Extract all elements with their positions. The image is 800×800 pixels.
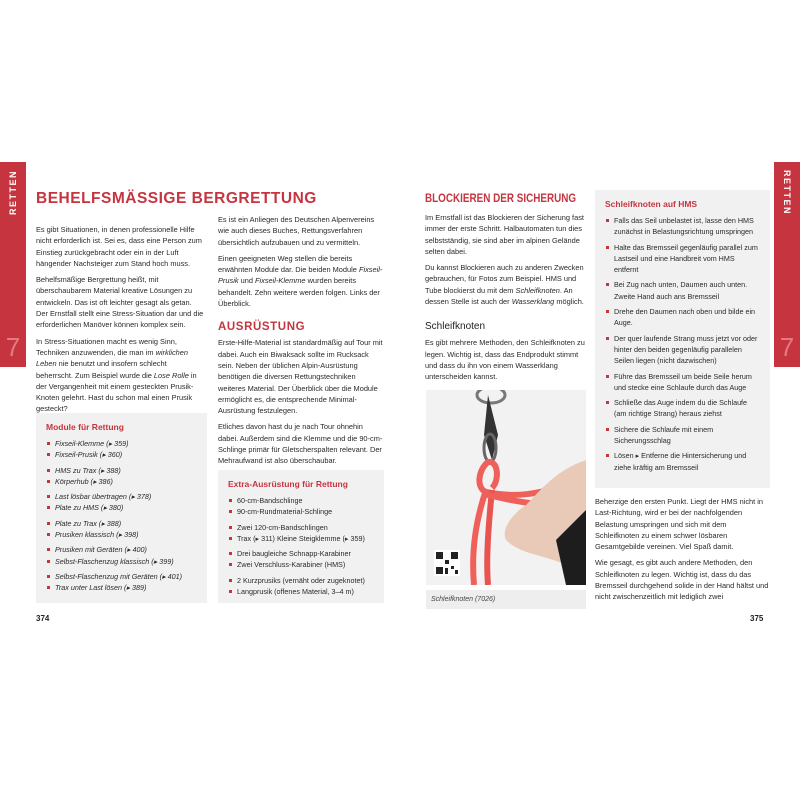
section-title: AUSRÜSTUNG [218, 321, 306, 334]
page-number: 374 [36, 614, 50, 623]
chapter-tab-right [774, 162, 800, 367]
list-item: Selbst-Flaschenzug klassisch (▸ 399) [46, 556, 197, 567]
list-item: HMS zu Trax (▸ 388) [46, 465, 197, 476]
text-run: wurden bereits behandelt. Zehn weitere werden folgen. Links der Überblick. [218, 276, 380, 309]
chapter-tab-left [0, 162, 26, 367]
list-item: Bei Zug nach unten, Daumen auch unten. Zweite Hand auch ans Bremsseil [605, 279, 760, 302]
paragraph: Es ist ein Anliegen des Deutschen Alpenvereins wie auch dieses Buches, Rettungsverfahren übersichtlich aufzubauen und zu vermitteln. [218, 215, 375, 247]
text-run: in der Vergangenheit mit einem gesteckten Prusik-Knoten gelehrt. Hast du schon mal einen Prusik gesteckt? [36, 370, 197, 414]
list-item: Sichere die Schlaufe mit einem Sicherungsschlag [605, 424, 760, 447]
knot-photo [426, 390, 586, 585]
extra-equipment-box [218, 470, 384, 603]
italic-term: Fixseil-Klemme [255, 276, 306, 286]
chapter-label: RETTEN [8, 170, 18, 215]
list-item: 90-cm-Rundmaterial-Schlinge [228, 506, 374, 517]
page-title: BEHELFSMÄSSIGE BERGRETTUNG [36, 190, 317, 207]
list-item: Zwei 120-cm-Bandschlingen [228, 522, 374, 533]
paragraph: Beherzige den ersten Punkt. Liegt der HMS nicht in Last-Richtung, wird er bei der nachfolgenden Belastung umspringen und sich mit dem Schleifknoten zu einem schwer lösbaren Gesamtgebilde vereinen. Viel Spaß damit. [595, 497, 764, 552]
list-item: Trax unter Last lösen (▸ 389) [46, 582, 197, 593]
photo-caption: Schleifknoten (7026) [426, 590, 586, 609]
box-title: Extra-Ausrüstung für Rettung [228, 479, 348, 489]
list-item: Lösen ▸ Entferne die Hintersicherung und ziehe kräftig am Bremsseil [605, 450, 760, 473]
list-item: Prusiken mit Geräten (▸ 400) [46, 544, 197, 555]
list-item: 2 Kurzprusiks (vernäht oder zugeknotet) [228, 575, 374, 586]
list-item: Fixseil-Klemme (▸ 359) [46, 438, 197, 449]
module-box [36, 413, 207, 603]
list-item: Falls das Seil unbelastet ist, lasse den HMS zunächst in Belastungsrichtung umspringen [605, 215, 760, 238]
paragraph: Etliches davon hast du je nach Tour ohnehin dabei. Außerdem sind die Klemme und die 90-cm-Schlinge primär für Gletscherspalten relevant. Der Mehraufwand ist also überschaubar. [218, 422, 383, 466]
text-run: Du kannst Blockieren auch zu anderen Zwecken gebrauchen, für Fotos zum Beispiel. HMS und Tube blockierst du mit dem [425, 263, 584, 295]
list-item: Trax (▸ 311) Kleine Steigklemme (▸ 359) [228, 533, 374, 544]
list-item: Führe das Bremsseil um beide Seile herum und stecke eine Schlaufe durch das Auge [605, 371, 760, 394]
paragraph: Es gibt Situationen, in denen professionelle Hilfe nicht erforderlich ist. Sei es, dass eine Person zum Einstieg zurückgebracht oder ein in der Luft hängender Nachsteiger zum Stand hoch muss. [36, 225, 202, 268]
paragraph: Behelfsmäßige Bergrettung heißt, mit überschaubarem Material kreative Lösungen zu entwickeln. Das ist oft leichter gesagt als getan. Der Ernstfall stellt eine Stress-Situation dar und die erforderlichen Manöver können komplex sein. [36, 275, 204, 330]
italic-term: wirklichen Leben [36, 347, 189, 369]
left-column-2 [218, 214, 384, 472]
list-item: Selbst-Flaschenzug mit Geräten (▸ 401) [46, 571, 197, 582]
left-column-1 [36, 224, 204, 420]
list-item: Plate zu Trax (▸ 388) [46, 518, 197, 529]
list-item: Körperhub (▸ 386) [46, 476, 197, 487]
paragraph [425, 262, 587, 307]
list-item: Langprusik (offenes Material, 3–4 m) [228, 586, 374, 597]
paragraph: Es gibt mehrere Methoden, den Schleifknoten zu legen. Wichtig ist, dass das Endprodukt stimmt und dass du ihn von einem Wasserklang unterscheiden kannst. [425, 338, 585, 382]
subsection-title: Schleifknoten [425, 321, 486, 333]
list-item: Zwei Verschluss-Karabiner (HMS) [228, 559, 374, 570]
list-item: Der quer laufende Strang muss jetzt vor oder hinter den beiden gegenläufig parallelen Seilen liegen (nicht dazwischen) [605, 333, 760, 367]
equipment-list [228, 495, 374, 597]
photo-figure [426, 390, 586, 609]
text-run: Einen geeigneten Weg stellen die bereits erwähnten Module dar. Die beiden Module [218, 253, 359, 275]
list-item: 60-cm-Bandschlinge [228, 495, 374, 506]
paragraph [36, 336, 204, 415]
text-run: und [238, 276, 255, 286]
text-run: . An dessen Stelle ist auch der [425, 285, 573, 307]
box-title: Schleifknoten auf HMS [605, 199, 698, 209]
chapter-number: 7 [779, 332, 795, 362]
list-item: Last lösbar übertragen (▸ 378) [46, 491, 197, 502]
hms-steps-box [595, 190, 770, 488]
list-item: Halte das Bremsseil gegenläufig parallel zum Lastseil und eine Handbreit vom HMS entfernt [605, 242, 760, 276]
list-item: Schließe das Auge indem du die Schlaufe (am richtige Strang) heraus ziehst [605, 397, 760, 420]
paragraph [218, 253, 384, 309]
section-title: BLOCKIEREN DER SICHERUNG [425, 193, 577, 205]
paragraph: Wie gesagt, es gibt auch andere Methoden, den Schleifknoten zu legen. Wichtig ist, dass du das Bremsseil durchgehend solide in der Hand hältst und nicht zwischenzeitlich mit lediglich zwei [595, 558, 769, 602]
steps-list [605, 215, 760, 473]
text-run: nie benutzt und insofern schlecht beherrscht. Zum Beispiel wurde die [36, 359, 167, 380]
chapter-number: 7 [5, 332, 21, 362]
italic-term: Fixseil-Prusik [218, 265, 383, 286]
list-item: Fixseil-Prusik (▸ 360) [46, 449, 197, 460]
right-column-1 [425, 212, 587, 388]
page-number: 375 [750, 614, 764, 623]
text-run: möglich. [554, 297, 584, 307]
box-title: Module für Rettung [46, 422, 124, 432]
italic-term: Schleifknoten [515, 285, 560, 295]
italic-term: Lose Rolle [153, 370, 189, 380]
list-item: Plate zu HMS (▸ 380) [46, 502, 197, 513]
list-item: Drei baugleiche Schnapp-Karabiner [228, 548, 374, 559]
list-item: Drehe den Daumen nach oben und bilde ein Auge. [605, 306, 760, 329]
list-item: Prusiken klassisch (▸ 398) [46, 529, 197, 540]
module-list [46, 438, 197, 594]
paragraph: Im Ernstfall ist das Blockieren der Sicherung fast immer der erste Schritt. Halbautomaten tun dies selbstständig, sie sind aber im alpinen Gelände selten dabei. [425, 213, 584, 256]
text-run: In Stress-Situationen macht es wenig Sinn, Techniken anzuwenden, die man im [36, 336, 177, 357]
paragraph: Erste-Hilfe-Material ist standardmäßig auf Tour mit dabei. Auch ein Biwaksack sollte im Rucksack sein. Neben der üblichen Alpin-Ausrüstung benötigen die diversen Rettungstechniken weiteres Material. Der Überblick über die Module ermöglicht es, die entsprechende Minimal-Ausrüstung festzulegen. [218, 338, 383, 416]
right-column-2 [595, 496, 770, 608]
italic-term: Wasserklang [511, 297, 555, 307]
chapter-label: RETTEN [782, 170, 792, 215]
